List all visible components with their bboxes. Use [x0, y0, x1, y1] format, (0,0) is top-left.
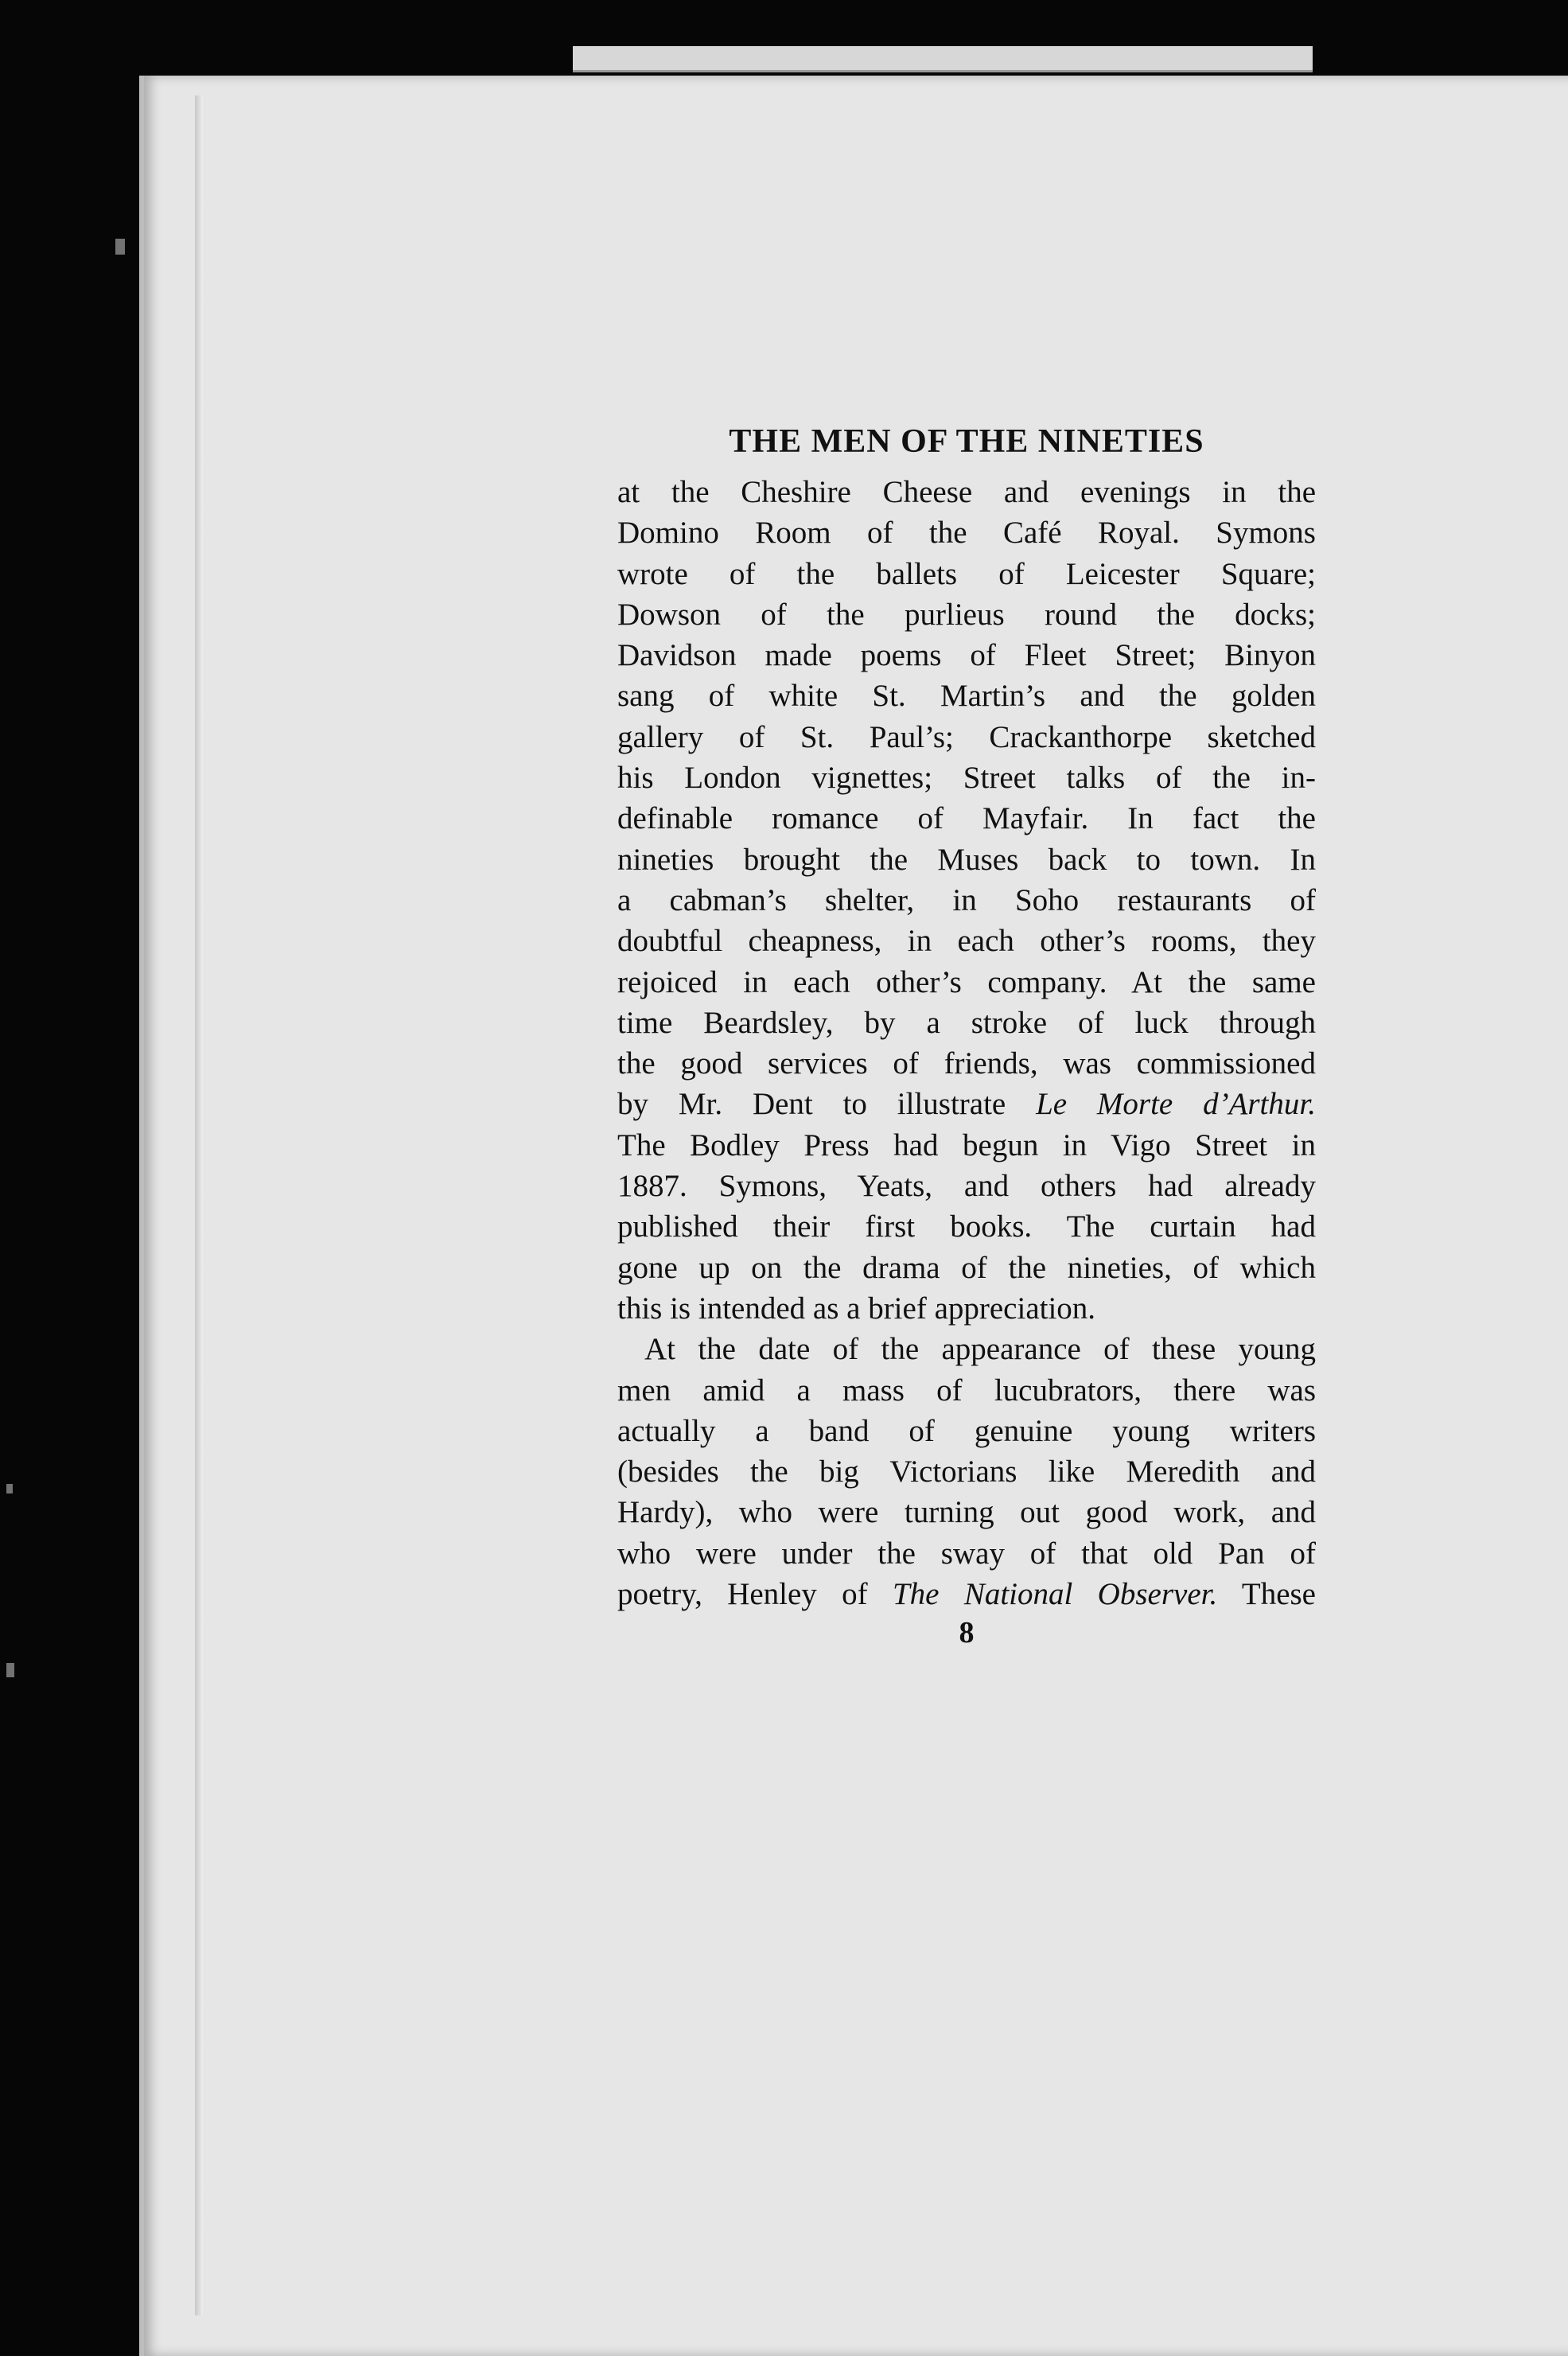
running-head: THE MEN OF THE NINETIES [729, 423, 1204, 460]
text-line: The Bodley Press had begun in Vigo Street in [617, 1127, 1316, 1162]
text-line: men amid a mass of lucubrators, there was [617, 1373, 1316, 1408]
text-segment: by Mr. Dent to illustrate [617, 1087, 1037, 1122]
book-title-italic: Le Morte d’Arthur. [1036, 1087, 1316, 1122]
text-line: sang of white St. Martin’s and the golden [617, 679, 1316, 714]
text-line: this is intended as a brief appreciation. [617, 1291, 1096, 1326]
text-line: 1887. Symons, Yeats, and others had already [617, 1169, 1316, 1204]
page-top-edge [573, 46, 1313, 72]
text-line: gone up on the drama of the nineties, of which [617, 1250, 1316, 1285]
page-gutter-edge [195, 95, 203, 2315]
text-segment: poetry, Henley of [617, 1577, 893, 1612]
text-line: published their first books. The curtain had [617, 1209, 1316, 1244]
text-line: his London vignettes; Street talks of the in- [617, 761, 1316, 796]
text-line: a cabman’s shelter, in Soho restaurants of [617, 882, 1316, 917]
text-segment: These [1217, 1577, 1316, 1612]
text-line: time Beardsley, by a stroke of luck through [617, 1005, 1316, 1040]
text-line: gallery of St. Paul’s; Crackanthorpe sketched [617, 719, 1316, 754]
text-line: at the Cheshire Cheese and evenings in the [617, 475, 1316, 509]
paragraph-2 [617, 1329, 1316, 1614]
text-line: rejoiced in each other’s company. At the same [617, 964, 1316, 999]
text-line: the good services of friends, was commissioned [617, 1046, 1316, 1081]
text-line: who were under the sway of that old Pan of [617, 1536, 1316, 1571]
text-line: definable romance of Mayfair. In fact the [617, 801, 1316, 836]
text-line: Dowson of the purlieus round the docks; [617, 597, 1316, 632]
text-line: At the date of the appearance of these young [644, 1332, 1316, 1367]
text-line: Davidson made poems of Fleet Street; Binyon [617, 638, 1316, 673]
text-line: Hardy), who were turning out good work, and [617, 1495, 1316, 1530]
text-line-with-title [617, 1084, 1316, 1124]
text-line: nineties brought the Muses back to town. In [617, 842, 1316, 877]
text-line-with-title [617, 1574, 1316, 1614]
paragraph-1 [617, 472, 1316, 1329]
text-line: (besides the big Victorians like Meredith and [617, 1454, 1316, 1490]
scan-mark [6, 1484, 13, 1493]
text-line: doubtful cheapness, in each other’s rooms, they [617, 924, 1316, 959]
text-line: wrote of the ballets of Leicester Square; [617, 556, 1316, 591]
text-line: actually a band of genuine young writers [617, 1413, 1316, 1448]
scan-mark [115, 239, 125, 255]
scan-mark [6, 1663, 14, 1677]
page-number: 8 [959, 1616, 975, 1650]
page-text [617, 418, 1316, 1649]
text-line: Domino Room of the Café Royal. Symons [617, 516, 1316, 551]
periodical-title-italic: The National Observer. [892, 1577, 1218, 1612]
